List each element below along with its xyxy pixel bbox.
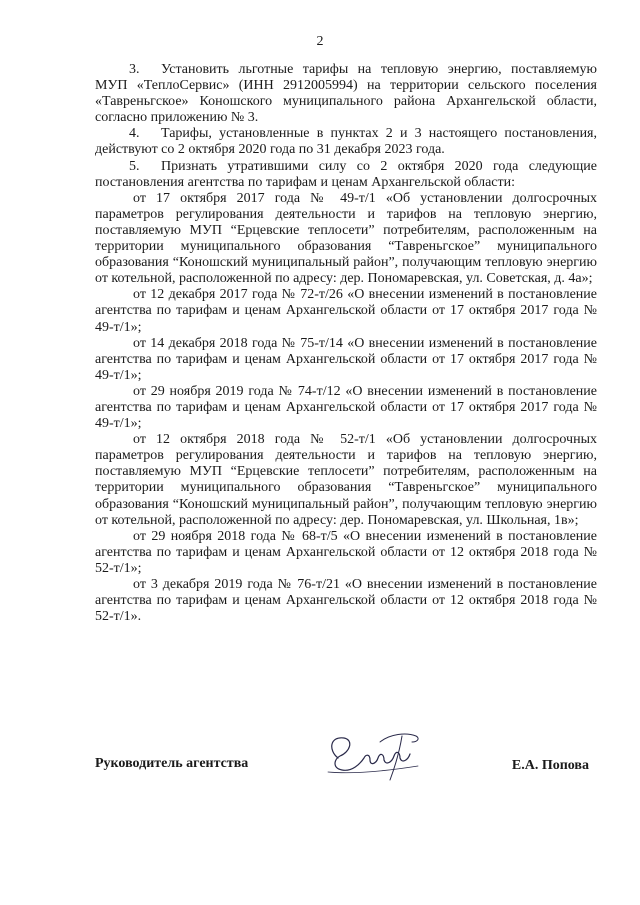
repealed-item: от 12 декабря 2017 года № 72-т/26 «О внесении изменений в постановление агентства по тарифам и ценам Архангельской области от 17 октября 2017 года № 49-т/1»;	[95, 287, 597, 335]
repealed-item: от 29 ноября 2018 года № 68-т/5 «О внесении изменений в постановление агентства по тарифам и ценам Архангельской области от 12 октября 2018 года № 52-т/1»;	[95, 528, 597, 576]
page-number: 2	[316, 34, 324, 49]
paragraph-3	[95, 62, 597, 126]
paragraph-5-number: 5.	[129, 158, 140, 174]
paragraph-5	[95, 159, 597, 191]
paragraph-3-text: Установить льготные тарифы на тепловую энергию, поставляемую МУП «ТеплоСервис» (ИНН 2912005994) на территории сельского поселения «Тавреньгское» Коношского муниципального района Архангельской области, согласно приложению № 3.	[95, 62, 597, 126]
paragraph-4-number: 4.	[129, 126, 140, 142]
signature-block	[95, 746, 597, 796]
repealed-item: от 3 декабря 2019 года № 76-т/21 «О внесении изменений в постановление агентства по тарифам и ценам Архангельской области от 12 октября 2018 года № 52-т/1».	[95, 577, 597, 625]
paragraph-4	[95, 126, 597, 158]
paragraph-5-text: Признать утратившими силу со 2 октября 2020 года следующие постановления агентства по тарифам и ценам Архангельской области:	[95, 158, 597, 190]
paragraph-3-number: 3.	[129, 62, 140, 77]
paragraph-4-text: Тарифы, установленные в пунктах 2 и 3 настоящего постановления, действуют со 2 октября 2020 года по 31 декабря 2023 года.	[95, 126, 597, 158]
signer-name: Е.А. Попова	[511, 758, 589, 773]
handwritten-signature	[320, 728, 430, 786]
signer-title: Руководитель агентства	[95, 756, 249, 771]
document-body	[95, 62, 597, 625]
repealed-item: от 17 октября 2017 года № 49-т/1 «Об установлении долгосрочных параметров регулирования деятельности и тарифов на тепловую энергию, поставляемую МУП “Ерцевские теплосети” потребителям, расположенным на территории муниципального образования “Тавреньгское” муниципального образования “Коношский муниципальный район”, получающим тепловую энергию от котельной, расположенной по адресу: дер. Пономаревская, ул. Советская, д. 4а»;	[95, 190, 597, 287]
repealed-item: от 29 ноября 2019 года № 74-т/12 «О внесении изменений в постановление агентства по тарифам и ценам Архангельской области от 17 октября 2017 года № 49-т/1»;	[95, 383, 597, 432]
repealed-item: от 12 октября 2018 года № 52-т/1 «Об установлении долгосрочных параметров регулирования деятельности и тарифов на тепловую энергию, поставляемую МУП “Ерцевские теплосети” потребителям, расположенным на территории муниципального образования “Тавреньгское” муниципального образования “Коношский муниципальный район”, получающим тепловую энергию от котельной, расположенной по адресу: дер. Пономаревская, ул. Школьная, 1в»;	[95, 432, 597, 528]
repealed-item: от 14 декабря 2018 года № 75-т/14 «О внесении изменений в постановление агентства по тарифам и ценам Архангельской области от 17 октября 2017 года № 49-т/1»;	[95, 335, 597, 383]
